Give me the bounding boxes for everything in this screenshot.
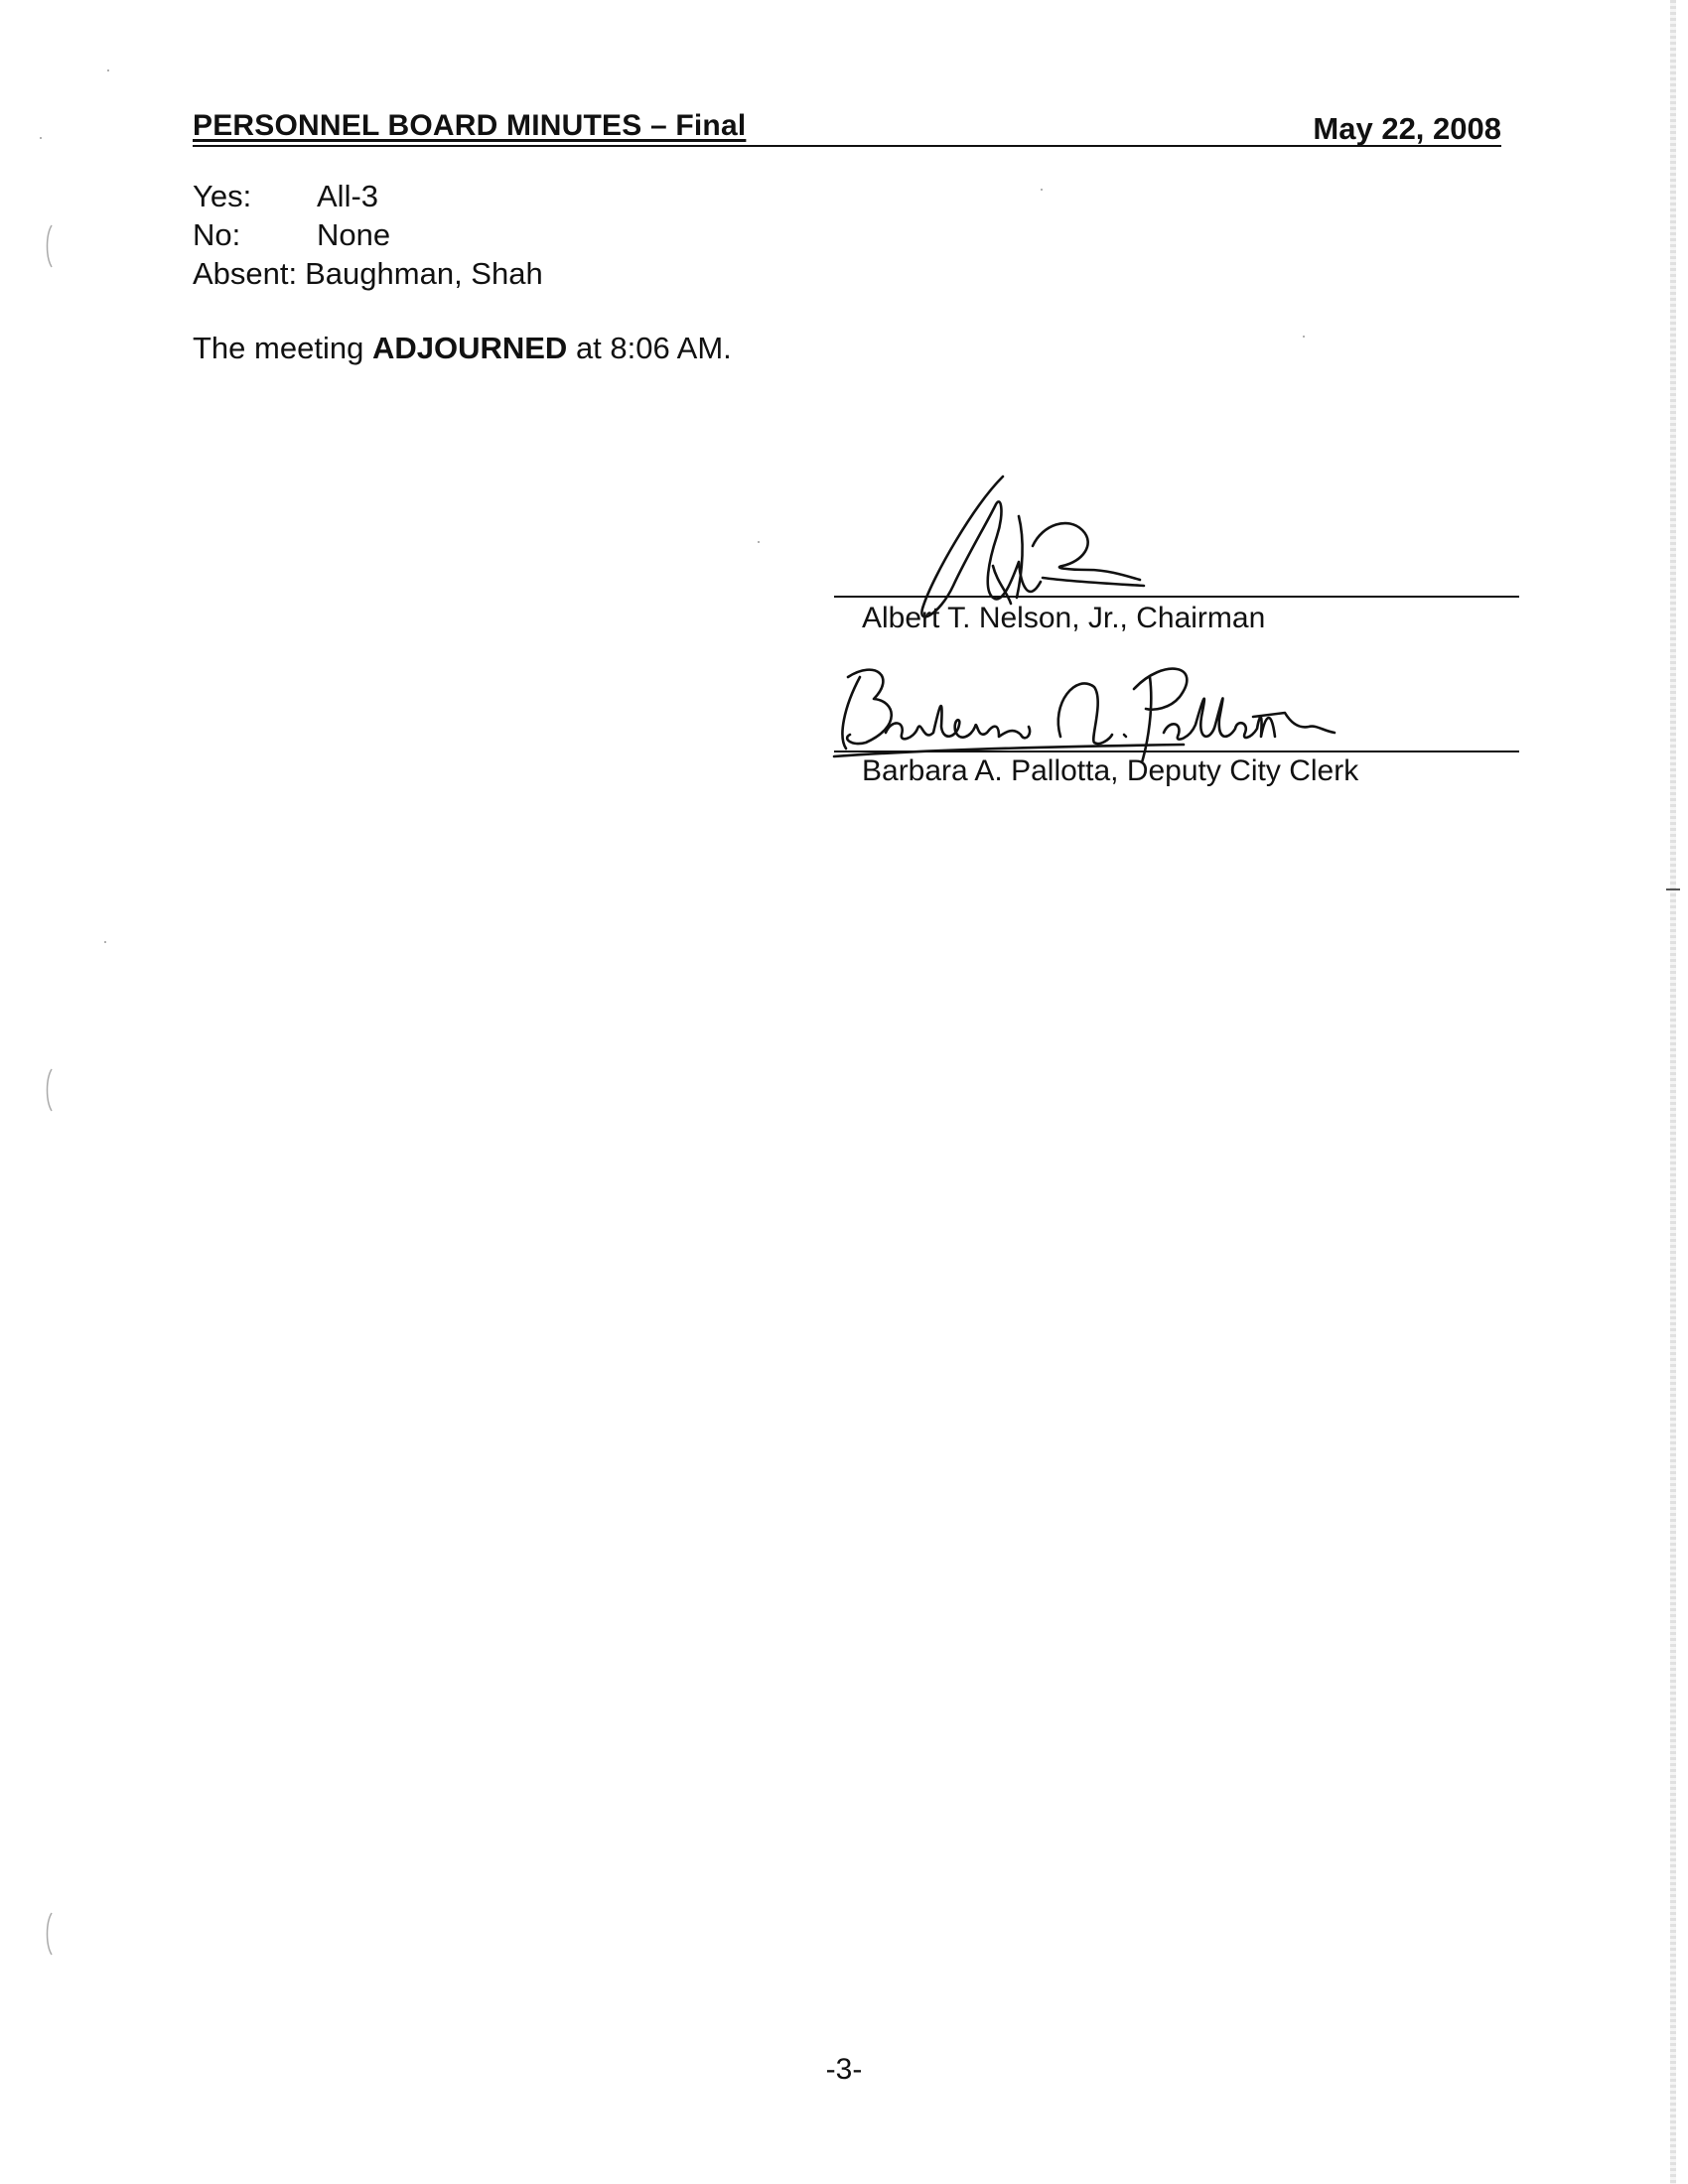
vote-tally	[193, 177, 543, 293]
vote-row-absent	[193, 254, 543, 293]
signature-block-clerk	[834, 655, 1519, 804]
handwritten-signature-icon	[826, 647, 1342, 766]
document-date: May 22, 2008	[1313, 111, 1501, 146]
scan-speck	[758, 541, 760, 543]
scan-margin-mark	[44, 1067, 54, 1113]
scan-speck	[1041, 189, 1043, 191]
vote-label: Absent:	[193, 256, 298, 291]
scan-speck	[1303, 336, 1305, 338]
scan-speck	[40, 137, 42, 139]
adjournment-keyword: ADJOURNED	[371, 331, 568, 365]
adjournment-suffix: at 8:06 AM.	[575, 331, 732, 365]
scan-edge	[1670, 0, 1676, 2184]
page-number: -3-	[825, 2053, 863, 2086]
vote-row-yes	[193, 177, 543, 215]
vote-value: None	[317, 217, 391, 252]
document-title: PERSONNEL BOARD MINUTES – Final	[193, 109, 747, 142]
signature-line	[834, 596, 1519, 598]
signatory-name: Albert T. Nelson, Jr., Chairman	[862, 602, 1266, 634]
document-header	[193, 99, 1501, 147]
vote-label: No:	[193, 217, 241, 252]
scan-speck	[107, 69, 109, 71]
vote-value: Baughman, Shah	[305, 256, 543, 291]
adjournment-prefix: The meeting	[193, 331, 364, 365]
scan-tick	[1666, 888, 1680, 890]
scan-margin-mark	[44, 223, 54, 269]
signature-line	[834, 751, 1519, 752]
adjournment-statement	[193, 331, 732, 366]
vote-row-no	[193, 215, 543, 254]
scan-margin-mark	[44, 1911, 54, 1957]
scan-speck	[104, 941, 106, 943]
signatory-name: Barbara A. Pallotta, Deputy City Clerk	[862, 754, 1359, 787]
signature-block-chairman	[834, 457, 1519, 645]
vote-value: All-3	[317, 179, 379, 213]
vote-label: Yes:	[193, 179, 252, 213]
